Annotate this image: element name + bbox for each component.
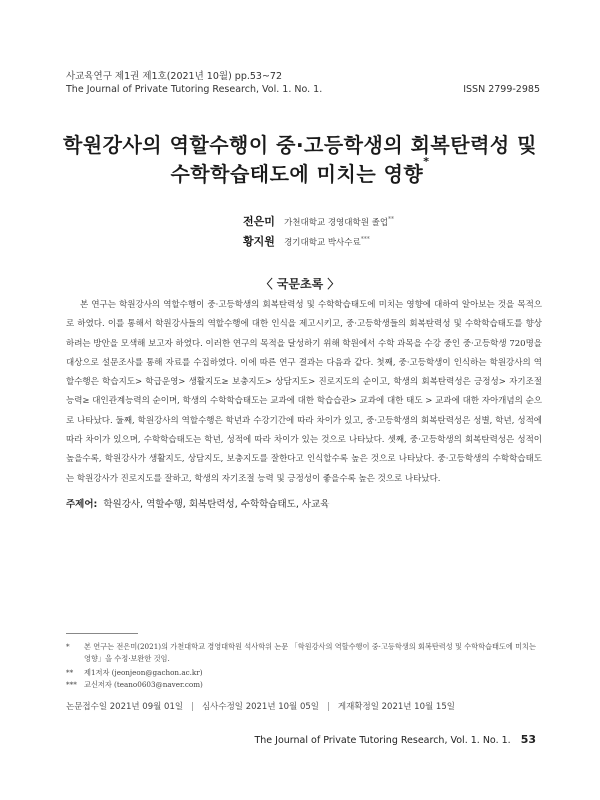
paper-title-line-1: 학원강사의 역할수행이 중·고등학생의 회복탄력성 및: [63, 133, 537, 157]
journal-header-english: The Journal of Private Tutoring Research, Vol. 1. No. 1.: [66, 84, 323, 95]
author-name: 전은미: [243, 215, 275, 228]
date-separator: |: [327, 702, 330, 712]
author-footnote-mark: ***: [360, 236, 370, 244]
author-entry: [243, 210, 394, 226]
footnote-mark: **: [66, 668, 74, 677]
keywords-label: 주제어:: [66, 499, 98, 510]
footer-journal: The Journal of Private Tutoring Research, Vol. 1. No. 1.: [254, 735, 511, 746]
footnote-text: 제1저자 (jeonjeon@gachon.ac.kr): [84, 668, 203, 677]
abstract-body: 본 연구는 학원강사의 역할수행이 중·고등학생의 회복탄력성 및 수학학습태도에 미치는 영향에 대하여 알아보는 것을 목적으로 하였다. 이를 통해서 학원강사들의 역할수행에 대한 인식을 제고시키고, 중·고등학생들의 회복탄력성 및 수학학습태도를 향상하려는 방안을 모색해 보고자 하였다. 이러한 연구의 목적을 달성하기 위해 학원에서 수학 과목을 수강 중인 중·고등학생 720명을 대상으로 설문조사를 통해 자료를 수집하였다. 이에 따른 연구 결과는 다음과 같다. 첫째, 중·고등학생이 인식하는 학원강사의 역할수행은 학습지도> 학급운영> 생활지도≥ 보충지도> 상담지도> 진로지도의 순이고, 학생의 회복탄력성은 긍정성> 자기조절능력≥ 대인관계능력의 순이며, 학생의 수학학습태도는 교과에 대한 학습습관> 교과에 대한 태도 > 교과에 대한 자아개념의 순으로 나타났다. 둘째, 학원강사의 역할수행은 학년과 수강기간에 따라 차이가 있고, 중·고등학생의 회복탄력성은 성별, 학년, 성적에 따라 차이가 있으며, 수학학습태도는 학년, 성적에 따라 차이가 있는 것으로 나타났다. 셋째, 중·고등학생의 회복탄력성은 성적이 높을수록, 학원강사가 생활지도, 상담지도, 보충지도를 잘한다고 인식할수록 높은 것으로 나타났다. 중·고등학생의 수학학습태도는 학원강사가 진로지도를 잘하고, 학생의 자기조절 능력 및 긍정성이 좋을수록 높은 것으로 나타났다.: [66, 300, 542, 484]
author-footnote-mark: **: [388, 216, 395, 224]
footnote: [66, 641, 542, 665]
keywords: [66, 496, 329, 510]
author-affiliation: 가천대학교 경영대학원 졸업: [284, 218, 389, 228]
page-number: 53: [520, 733, 536, 746]
abstract-heading: 〈 국문초록 〉: [260, 277, 340, 291]
issn-label: ISSN 2799-2985: [463, 84, 540, 95]
author-name: 황지원: [243, 235, 275, 248]
footnote: [66, 679, 542, 691]
submission-dates: [66, 700, 455, 712]
keywords-list: 학원강사, 역할수행, 회복탄력성, 수학학습태도, 사교육: [103, 499, 330, 510]
footnote-mark: *: [66, 642, 70, 651]
footnote-mark: ***: [66, 680, 77, 689]
accepted-date: 게재확정일 2021년 10월 15일: [337, 702, 455, 712]
footnote-text: 본 연구는 전은미(2021)의 가천대학교 경영대학원 석사학위 논문 「학원강사의 역할수행이 중·고등학생의 회복탄력성 및 수학학습태도에 미치는 영향」을 수정·보완한 것임.: [84, 642, 536, 663]
paper-title-text: 수학학습태도에 미치는 영향: [170, 162, 424, 186]
page-footer: [254, 733, 536, 746]
date-separator: |: [191, 702, 194, 712]
author-entry: [243, 230, 370, 246]
footnote-divider: [66, 633, 138, 634]
title-footnote-mark: *: [423, 155, 430, 168]
author-affiliation: 경기대학교 박사수료: [284, 238, 361, 248]
journal-header-korean: 사교육연구 제1권 제1호(2021년 10월) pp.53~72: [66, 71, 283, 82]
received-date: 논문접수일 2021년 09월 01일: [66, 702, 184, 712]
footnote: [66, 667, 542, 679]
footnote-text: 교신저자 (teano0603@naver.com): [84, 680, 203, 689]
revised-date: 심사수정일 2021년 10월 05일: [201, 702, 319, 712]
paper-title-line-2: [60, 155, 540, 187]
